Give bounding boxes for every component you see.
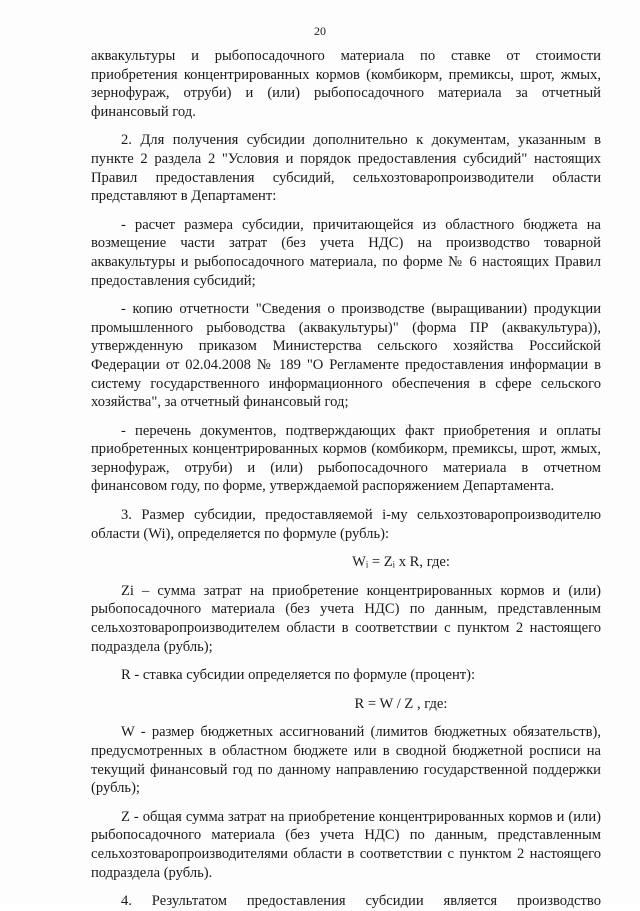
paragraph-clause-3: 3. Размер субсидии, предоставляемой i-му сельхозтоваропроизводителю области (Wi), определяется по формуле (рубль):	[91, 507, 601, 542]
list-item-subsidy-calculation: - расчет размера субсидии, причитающейся из областного бюджета на возмещение части затрат (без учета НДС) на производство товарной аквакультуры и рыбопосадочного материала, по форме № 6 настоящих Правил предоставления субсидий;	[91, 216, 601, 289]
definition-r: R - ставка субсидии определяется по формуле (процент):	[121, 667, 476, 684]
list-item-document-list: - перечень документов, подтверждающих факт приобретения и оплаты приобретенных концентрированных кормов (комбикорм, премиксы, шрот, жмых, зернофураж, отруби) и (или) рыбопосадочного материала в отчетном финансовом году, по форме, утверждаемой распоряжением Департамента.	[91, 422, 601, 495]
formula-wi: Wᵢ = Zᵢ x R, где:	[352, 554, 450, 571]
document-body	[91, 47, 601, 911]
definition-z: Z - общая сумма затрат на приобретение концентрированных кормов и (или) рыбопосадочного материала (без учета НДС) по данным, представленным сельхозтоваропроизводителями области в соответствии с пунктом 2 настоящего подраздела (рубль).	[91, 808, 601, 881]
formula-r: R = W / Z , где:	[354, 695, 448, 712]
paragraph-clause-4: 4. Результатом предоставления субсидии является производство	[121, 893, 601, 910]
paragraph-clause-2: 2. Для получения субсидии дополнительно к документам, указанным в пункте 2 раздела 2 "Условия и порядок предоставления субсидий" настоящих Правил предоставления субсидий, сельхозтоваропроизводители области представляют в Департамент:	[91, 132, 601, 205]
list-item-reporting-copy: - копию отчетности "Сведения о производстве (выращивании) продукции промышленного рыбоводства (аквакультуры)" (форма ПР (аквакультура)), утвержденную приказом Министерства сельского хозяйства Российской Федерации от 02.04.2008 № 189 "О Регламенте предоставления информации в систему государственного информационного обеспечения в сфере сельского хозяйства", за отчетный финансовый год;	[91, 301, 601, 411]
paragraph-intro-continuation: аквакультуры и рыбопосадочного материала по ставке от стоимости приобретения концентрированных кормов (комбикорм, премиксы, шрот, жмых, зернофураж, отруби) и (или) рыбопосадочного материала за отчетный финансовый год.	[91, 48, 601, 120]
page-number: 20	[314, 24, 326, 38]
definition-zi: Zi – сумма затрат на приобретение концентрированных кормов и (или) рыбопосадочного материала (без учета НДС) по данным, представленным сельхозтоваропроизводителем области в соответствии с пунктом 2 настоящего подраздела (рубль);	[91, 582, 601, 655]
definition-w: W - размер бюджетных ассигнований (лимитов бюджетных обязательств), предусмотренных в областном бюджете или в сводной бюджетной росписи на текущий финансовый год по данному направлению государственной поддержки (рубль);	[91, 724, 601, 797]
